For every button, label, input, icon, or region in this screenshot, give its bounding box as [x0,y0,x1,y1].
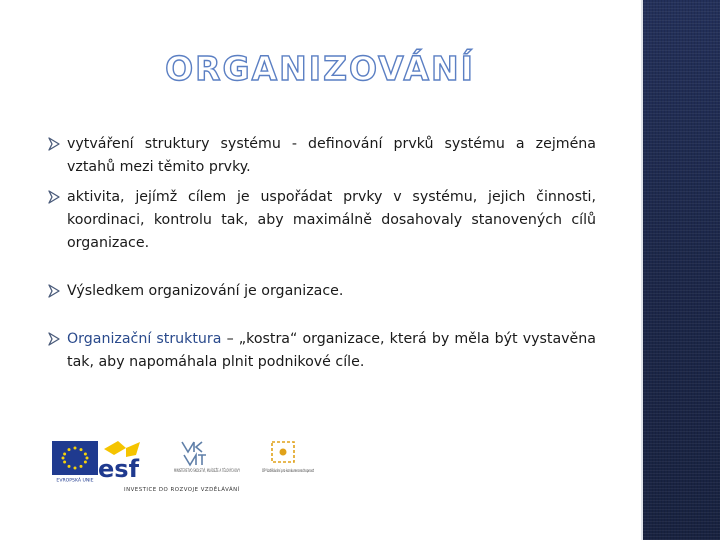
arrow-bullet-icon [48,137,60,151]
side-band [643,0,720,540]
esf-logo [96,439,146,483]
arrow-bullet-icon [48,284,60,298]
bullet-term: Organizační struktura [67,331,222,347]
slide-title-text: ORGANIZOVÁNÍ [165,49,475,88]
eu-label: EVROPSKÁ UNIE [56,478,94,484]
op-vk-logo [260,439,316,483]
logo-caption: INVESTICE DO ROZVOJE VZDĚLÁVÁNÍ [124,487,240,493]
bullet-text: Výsledkem organizování je organizace. [67,283,344,299]
logo-strip [46,437,316,497]
bullet-text: vytváření struktury systému - definování prvků systému a zejména vztahů mezi těmito prvky. [67,136,596,175]
esf-label: esf [98,455,140,483]
bullet-item [48,186,596,255]
eu-flag-logo [52,441,98,483]
msmt-label: MINISTERSTVO ŠKOLSTVÍ, MLÁDEŽE A TĚLOVÝCHOVY [174,469,292,474]
bullet-item [48,133,596,179]
bullet-text: aktivita, jejímž cílem je uspořádat prvky v systému, jejich činnosti, koordinaci, kontrolu tak, aby maximálně dosahovaly stanovených cílů organizace. [67,189,596,251]
slide-title [150,44,490,94]
bullet-list [48,133,596,374]
bullet-term-definition: – „kostra“ organizace, která by měla být vystavěna tak, aby napomáhala plnit podnikové cíle. [67,331,596,370]
arrow-bullet-icon [48,190,60,204]
bullet-item [48,280,596,303]
slide-title-art [150,44,490,94]
arrow-bullet-icon [48,332,60,346]
bullet-item [48,328,596,374]
bullet-text [67,328,596,374]
op-vk-label: OP Vzdělávání pro konkurenceschopnost [262,468,315,473]
